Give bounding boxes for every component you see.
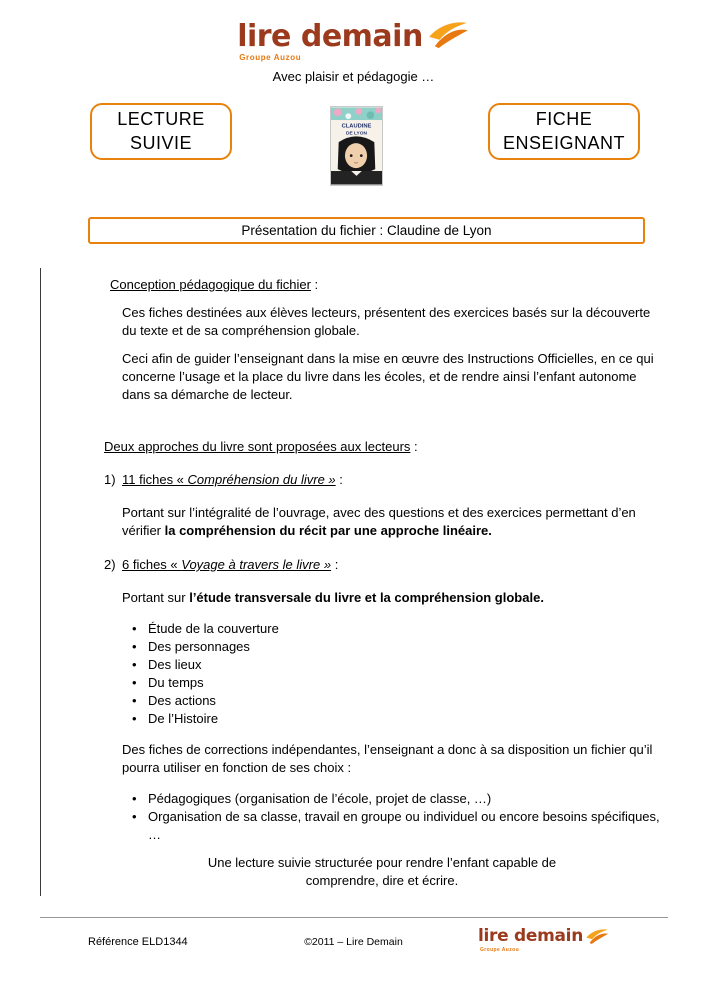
heading-suffix: : <box>410 439 418 454</box>
logo-text: lire demain <box>237 18 423 54</box>
footer-copyright: ©2011 – Lire Demain <box>304 936 403 948</box>
lire-demain-logo <box>237 20 470 62</box>
badge-label: FICHE ENSEIGNANT <box>502 109 626 153</box>
item-label-italic: Voyage à travers le livre » <box>181 557 332 572</box>
paragraph-corrections: Des fiches de corrections indépendantes, l’enseignant a donc à sa disposition un fichier qu’il pourra utiliser en fonction de ses choix : <box>122 742 653 775</box>
heading-suffix: : <box>310 277 319 292</box>
heading-text: Conception pédagogique du fichier <box>110 277 311 292</box>
footer-reference: Référence ELD1344 <box>88 936 188 948</box>
body-text: Portant sur l’intégralité de l’ouvrage, avec des questions et des exercices permettant d’en vérifier <box>122 505 636 538</box>
item-label: 11 fiches « <box>122 472 188 487</box>
heading-text: Deux approches du livre sont proposées aux lecteurs <box>104 439 411 454</box>
item-number: 1) <box>104 472 116 487</box>
section-heading-conception <box>110 276 660 294</box>
closing-statement: Une lecture suivie structurée pour rendre l’enfant capable de comprendre, dire et écrire. <box>207 855 557 888</box>
header-logo-block <box>0 20 707 84</box>
book-cover-image <box>330 106 383 186</box>
bullet-item: • Pédagogiques (organisation de l’école, projet de classe, …) <box>130 790 660 808</box>
footer-divider <box>40 917 668 918</box>
bullet-item: • Du temps <box>130 674 660 692</box>
bullet-item: • Des lieux <box>130 656 660 674</box>
numbered-item-2 <box>104 556 660 574</box>
lecture-suivie-badge <box>90 103 232 160</box>
item-label: 6 fiches « <box>122 557 182 572</box>
footer-logo <box>478 928 609 956</box>
paragraph-fiches: Ces fiches destinées aux élèves lecteurs, présentent des exercices basés sur la découverte du texte et de sa compréhension globale. <box>122 305 651 338</box>
title-bar-text: Présentation du fichier : Claudine de Lyon <box>241 223 492 238</box>
bullet-item: • Organisation de sa classe, travail en groupe ou individuel ou encore besoins spécifiques, … <box>130 808 660 844</box>
fiche-enseignant-badge <box>488 103 640 160</box>
item-suffix: : <box>331 557 339 572</box>
logo-subtitle: Groupe Auzou <box>480 947 520 953</box>
item-label-italic: Compréhension du livre » <box>187 472 336 487</box>
bullet-item: • Étude de la couverture <box>130 620 660 638</box>
book-cover-illustration <box>331 107 382 185</box>
numbered-item-1 <box>104 471 660 489</box>
swoosh-icon <box>426 20 470 50</box>
bullet-list-themes <box>130 620 660 728</box>
numbered-item-1-body <box>122 504 660 540</box>
bullet-item: • Des actions <box>130 692 660 710</box>
body-text-bold: l’étude transversale du livre et la compréhension globale. <box>189 590 544 605</box>
title-bar <box>88 217 645 244</box>
body-text-bold: la compréhension du récit par une approche linéaire. <box>164 523 492 538</box>
logo-text: lire demain <box>478 926 584 947</box>
numbered-item-2-body <box>122 589 660 607</box>
left-margin-rule <box>40 268 41 896</box>
item-number: 2) <box>104 557 116 572</box>
swoosh-icon <box>585 928 609 945</box>
paragraph-instructions: Ceci afin de guider l’enseignant dans la mise en œuvre des Instructions Officielles, en ce qui concerne l’usage et la place du livre dans les écoles, et de rendre ainsi l’enfant autonome dans sa démarche de lecteur. <box>122 351 654 402</box>
bullet-list-choices <box>130 790 660 844</box>
cover-title-line1: CLAUDINE <box>341 123 372 130</box>
section-heading-approches <box>104 438 660 456</box>
bullet-item: • Des personnages <box>130 638 660 656</box>
tagline: Avec plaisir et pédagogie … <box>272 69 435 84</box>
document-body <box>104 270 660 890</box>
cover-title-line2: DE LYON <box>346 131 367 137</box>
logo-subtitle: Groupe Auzou <box>239 53 302 62</box>
body-text: Portant sur <box>122 590 190 605</box>
item-suffix: : <box>335 472 343 487</box>
bullet-item: • De l’Histoire <box>130 710 660 728</box>
badge-label: LECTURE SUIVIE <box>117 109 205 153</box>
